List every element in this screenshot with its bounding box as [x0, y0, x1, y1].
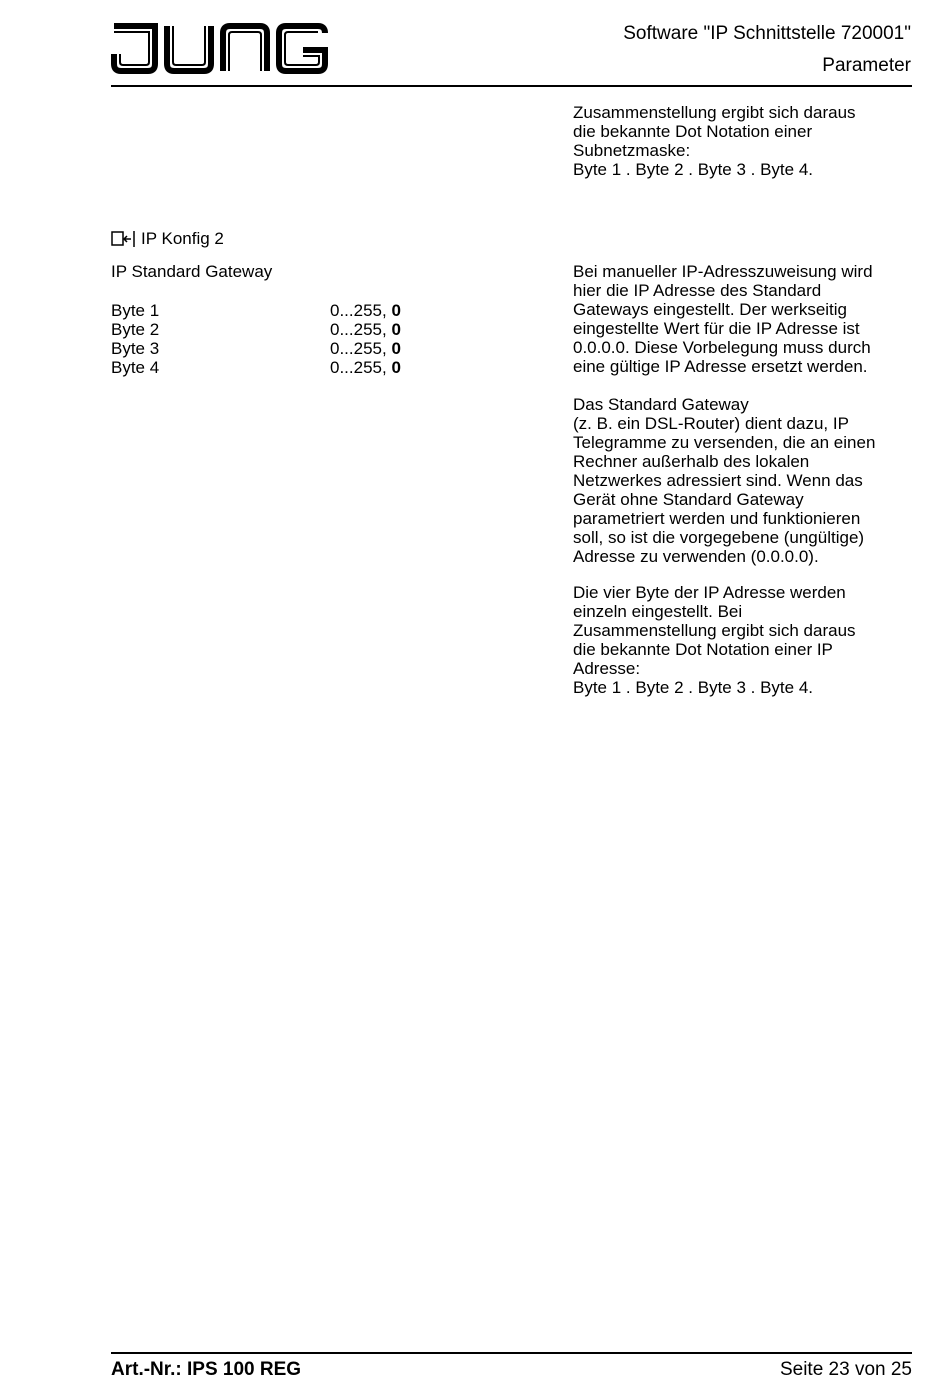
parameter-page-icon — [111, 230, 137, 248]
row-label: Byte 1 — [111, 301, 160, 320]
continued-paragraph — [573, 103, 918, 179]
text-line: soll, so ist die vorgegebene (ungültige) — [573, 528, 865, 547]
section-heading — [111, 229, 224, 249]
default-value: 0 — [391, 301, 401, 320]
row-value — [330, 358, 401, 377]
text-line: die bekannte Dot Notation einer — [573, 122, 813, 141]
parameter-table — [111, 301, 401, 377]
document-subtitle: Parameter — [822, 55, 911, 76]
text-line: eine gültige IP Adresse ersetzt werden. — [573, 357, 868, 376]
description-paragraph — [573, 395, 918, 566]
footer-divider — [111, 1352, 912, 1354]
text-line: Byte 1 . Byte 2 . Byte 3 . Byte 4. — [573, 160, 814, 179]
text-line: Rechner außerhalb des lokalen — [573, 452, 810, 471]
section-title: IP Konfig 2 — [141, 229, 224, 248]
value-range: 0...255, — [330, 358, 392, 377]
text-line: (z. B. ein DSL-Router) dient dazu, IP — [573, 414, 849, 433]
text-line: Die vier Byte der IP Adresse werden — [573, 583, 846, 602]
description-paragraph — [573, 262, 918, 376]
text-line: Netzwerkes adressiert sind. Wenn das — [573, 471, 863, 490]
text-line: hier die IP Adresse des Standard — [573, 281, 822, 300]
text-line: Adresse: — [573, 659, 641, 678]
text-line: Byte 1 . Byte 2 . Byte 3 . Byte 4. — [573, 678, 814, 697]
row-label: Byte 4 — [111, 358, 160, 377]
page-number: Seite 23 von 25 — [779, 1359, 912, 1380]
text-line: Subnetzmaske: — [573, 141, 691, 160]
parameter-row — [111, 358, 401, 377]
parameter-row — [111, 301, 401, 320]
row-value — [330, 339, 401, 358]
document-title: Software "IP Schnittstelle 720001" — [623, 23, 911, 44]
text-line: Das Standard Gateway — [573, 395, 749, 414]
default-value: 0 — [391, 320, 401, 339]
text-line: die bekannte Dot Notation einer IP — [573, 640, 833, 659]
header-divider — [111, 85, 912, 87]
parameter-row — [111, 320, 401, 339]
text-line: Zusammenstellung ergibt sich daraus — [573, 103, 856, 122]
text-line: Telegramme zu versenden, die an einen — [573, 433, 876, 452]
value-range: 0...255, — [330, 339, 392, 358]
text-line: Adresse zu verwenden (0.0.0.0). — [573, 547, 819, 566]
parameter-name: IP Standard Gateway — [111, 262, 273, 281]
text-line: einzeln eingestellt. Bei — [573, 602, 743, 621]
description-paragraph — [573, 583, 918, 697]
text-line: Gerät ohne Standard Gateway — [573, 490, 804, 509]
row-label: Byte 2 — [111, 320, 160, 339]
text-line: Zusammenstellung ergibt sich daraus — [573, 621, 856, 640]
default-value: 0 — [391, 339, 401, 358]
text-line: 0.0.0.0. Diese Vorbelegung muss durch — [573, 338, 871, 357]
row-label: Byte 3 — [111, 339, 160, 358]
value-range: 0...255, — [330, 301, 392, 320]
text-line: parametriert werden und funktionieren — [573, 509, 861, 528]
row-value — [330, 320, 401, 339]
text-line: Gateways eingestellt. Der werkseitig — [573, 300, 848, 319]
value-range: 0...255, — [330, 320, 392, 339]
jung-logo — [111, 20, 331, 76]
article-number: Art.-Nr.: IPS 100 REG — [111, 1359, 302, 1380]
text-line: Bei manueller IP-Adresszuweisung wird — [573, 262, 873, 281]
default-value: 0 — [391, 358, 401, 377]
row-value — [330, 301, 401, 320]
parameter-row — [111, 339, 401, 358]
text-line: eingestellte Wert für die IP Adresse ist — [573, 319, 860, 338]
